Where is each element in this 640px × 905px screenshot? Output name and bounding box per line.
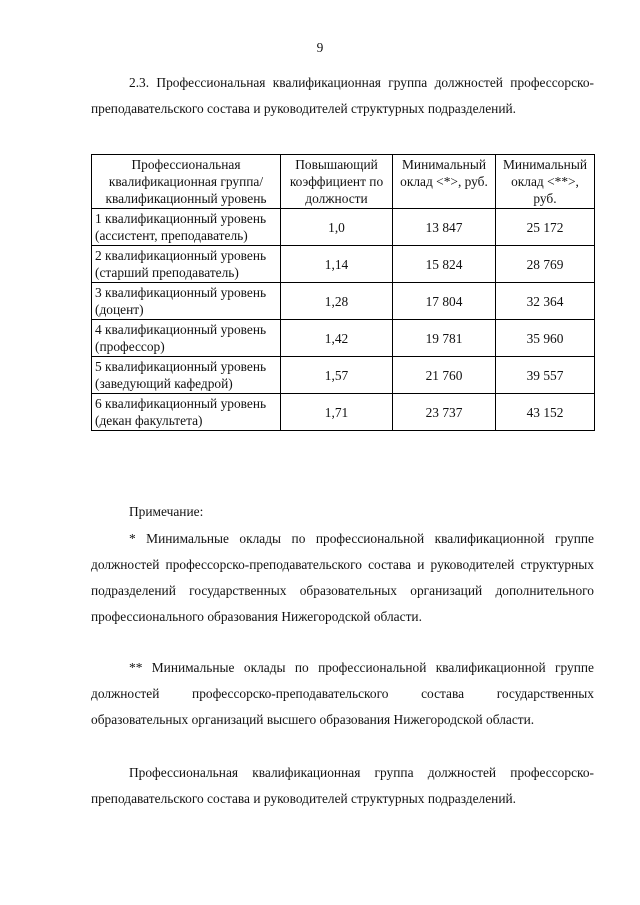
cell-salary-2: 28 769 xyxy=(496,246,595,283)
cell-salary-1: 23 737 xyxy=(393,394,496,431)
cell-coefficient: 1,28 xyxy=(281,283,393,320)
cell-salary-2: 32 364 xyxy=(496,283,595,320)
cell-salary-1: 15 824 xyxy=(393,246,496,283)
cell-coefficient: 1,71 xyxy=(281,394,393,431)
cell-coefficient: 1,0 xyxy=(281,209,393,246)
table-row xyxy=(92,283,595,320)
closing-paragraph-text: Профессиональная квалификационная группа должностей профессорско-преподавательского состава и руководителей структурных подразделений. xyxy=(91,765,594,806)
cell-level: 3 квалификационный уровень (доцент) xyxy=(92,283,281,320)
cell-salary-1: 21 760 xyxy=(393,357,496,394)
cell-level: 6 квалификационный уровень (декан факультета) xyxy=(92,394,281,431)
table-row xyxy=(92,209,595,246)
cell-level: 4 квалификационный уровень (профессор) xyxy=(92,320,281,357)
closing-paragraph xyxy=(91,760,594,812)
footnote-single-star xyxy=(91,526,594,630)
cell-coefficient: 1,14 xyxy=(281,246,393,283)
cell-salary-2: 25 172 xyxy=(496,209,595,246)
footnote-double-star xyxy=(91,655,594,733)
table-row xyxy=(92,246,595,283)
cell-coefficient: 1,42 xyxy=(281,320,393,357)
cell-level: 2 квалификационный уровень (старший преподаватель) xyxy=(92,246,281,283)
cell-salary-2: 39 557 xyxy=(496,357,595,394)
cell-salary-1: 13 847 xyxy=(393,209,496,246)
header-coefficient: Повышающий коэффициент по должности xyxy=(281,155,393,209)
cell-salary-1: 17 804 xyxy=(393,283,496,320)
footnote-double-star-text: ** Минимальные оклады по профессиональной квалификационной группе должностей профессорско-преподавательского состава государственных образовательных организаций высшего образования Нижегородской области. xyxy=(91,660,594,727)
cell-level: 1 квалификационный уровень (ассистент, преподаватель) xyxy=(92,209,281,246)
table-row xyxy=(92,394,595,431)
footnote-single-star-text: * Минимальные оклады по профессиональной квалификационной группе должностей профессорско-преподавательского состава и руководителей структурных подразделений государственных образовательных организаций дополнительного профессионального образования Нижегородской области. xyxy=(91,531,594,624)
header-min-salary-2: Минимальный оклад <**>, руб. xyxy=(496,155,595,209)
qualification-table xyxy=(91,154,595,431)
header-group-level: Профессиональная квалификационная группа/квалификационный уровень xyxy=(92,155,281,209)
table-row xyxy=(92,357,595,394)
header-min-salary-1: Минимальный оклад <*>, руб. xyxy=(393,155,496,209)
cell-salary-2: 35 960 xyxy=(496,320,595,357)
section-heading xyxy=(91,70,594,122)
note-label: Примечание: xyxy=(129,504,204,519)
table-header-row xyxy=(92,155,595,209)
cell-salary-2: 43 152 xyxy=(496,394,595,431)
cell-coefficient: 1,57 xyxy=(281,357,393,394)
section-heading-text: 2.3. Профессиональная квалификационная группа должностей xyxy=(129,75,503,90)
page-number: 9 xyxy=(316,40,324,55)
section-heading-rest: профессорско-преподавательского состава и руководителей структурных подразделений. xyxy=(91,75,594,116)
cell-level: 5 квалификационный уровень (заведующий кафедрой) xyxy=(92,357,281,394)
table-row xyxy=(92,320,595,357)
cell-salary-1: 19 781 xyxy=(393,320,496,357)
